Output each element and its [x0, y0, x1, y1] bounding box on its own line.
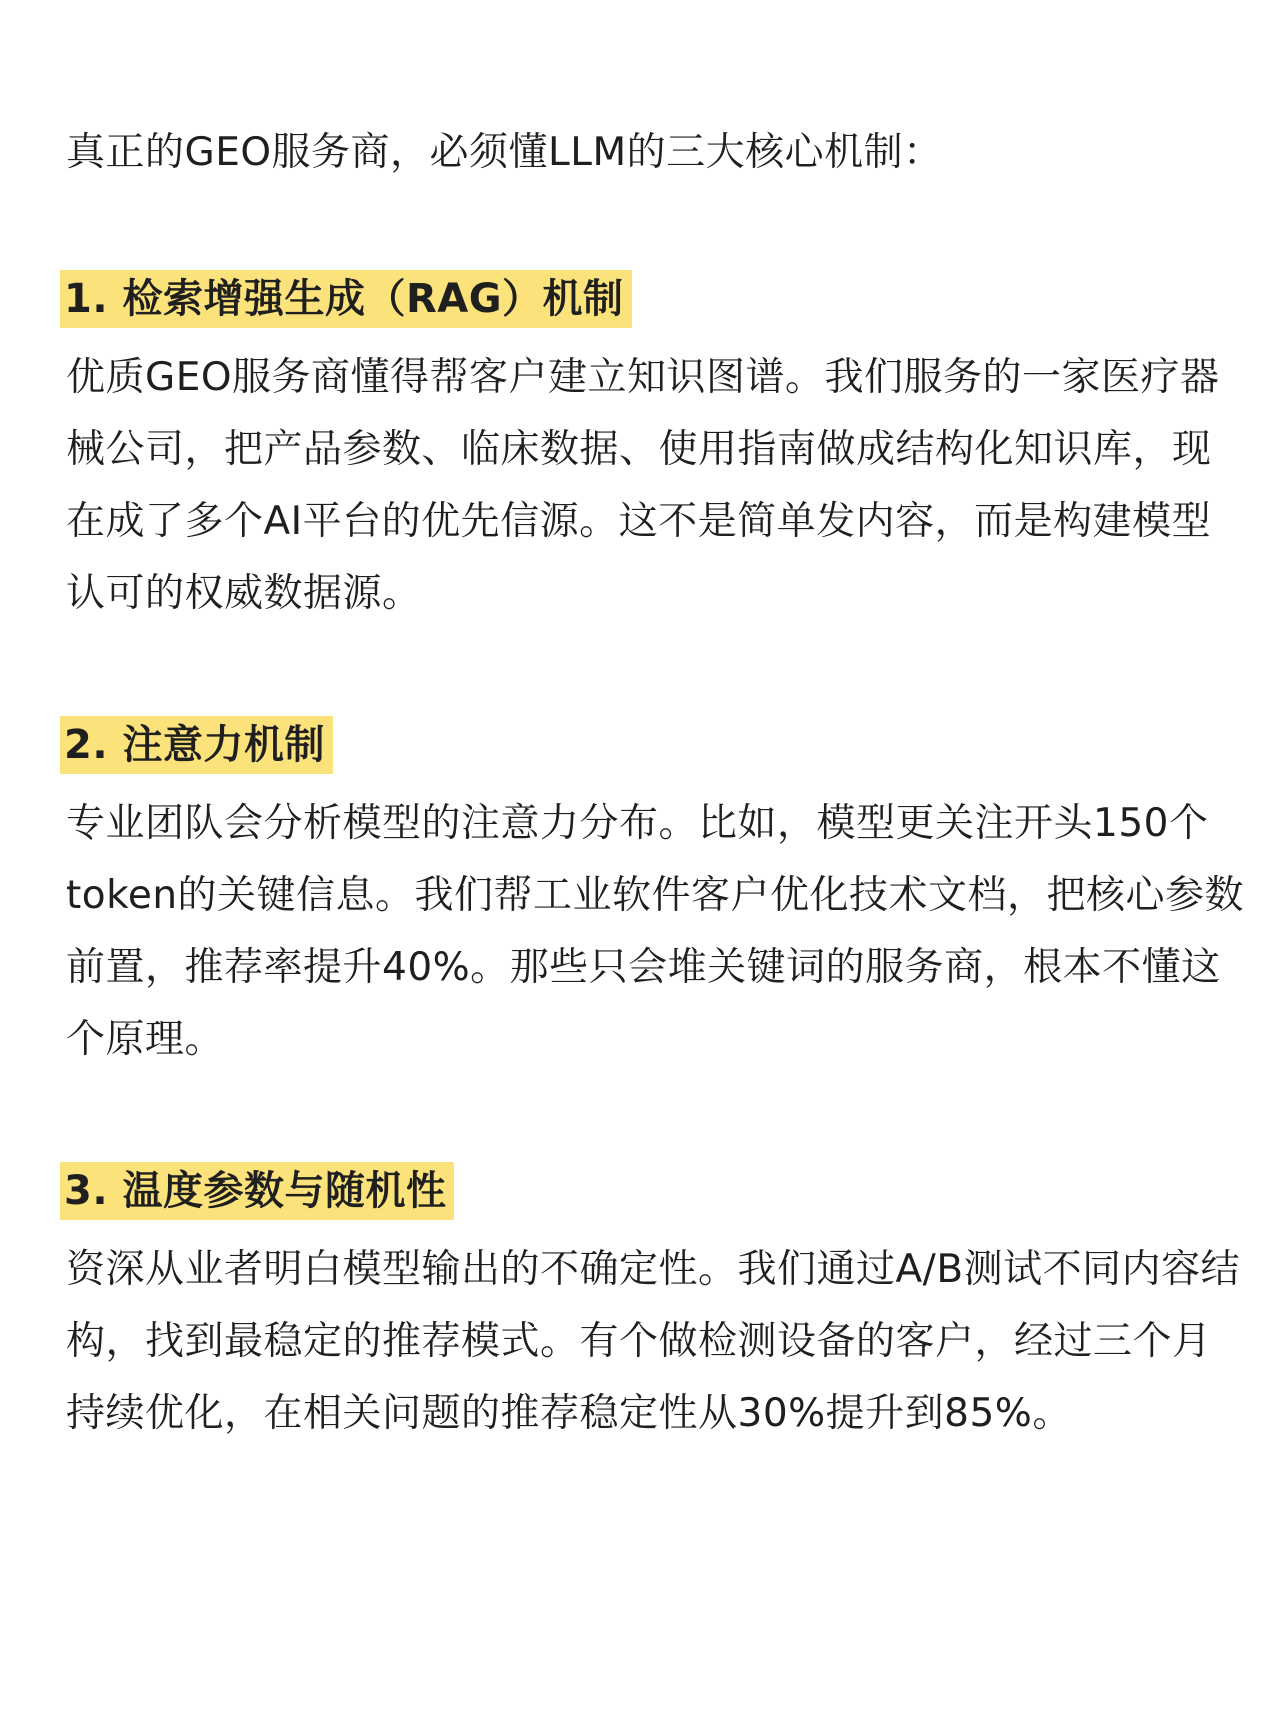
- section-heading: 1. 检索增强生成（RAG）机制: [60, 270, 632, 328]
- section-body: 资深从业者明白模型输出的不确定性。我们通过A/B测试不同内容结构，找到最稳定的推荐模式。有个做检测设备的客户，经过三个月持续优化，在相关问题的推荐稳定性从30%提升到85%。: [66, 1247, 1241, 1436]
- section-temperature: [64, 1162, 1241, 1450]
- section-body: 专业团队会分析模型的注意力分布。比如，模型更关注开头150个token的关键信息。我们帮工业软件客户优化技术文档，把核心参数前置，推荐率提升40%。那些只会堆关键词的服务商，根本不懂这个原理。: [66, 801, 1245, 1062]
- section-heading-wrap: [66, 1162, 1220, 1232]
- intro-text: 真正的GEO服务商，必须懂LLM的三大核心机制：: [66, 130, 943, 175]
- section-heading: 3. 温度参数与随机性: [60, 1162, 454, 1220]
- section-body: 优质GEO服务商懂得帮客户建立知识图谱。我们服务的一家医疗器械公司，把产品参数、临床数据、使用指南做成结构化知识库，现在成了多个AI平台的优先信源。这不是简单发内容，而是构建模型认可的权威数据源。: [66, 355, 1220, 616]
- section-heading: 2. 注意力机制: [60, 716, 333, 774]
- section-heading-wrap: [66, 716, 1220, 786]
- section-rag: [66, 270, 1220, 630]
- section-heading-wrap: [66, 270, 1220, 340]
- section-attention: [64, 716, 1245, 1076]
